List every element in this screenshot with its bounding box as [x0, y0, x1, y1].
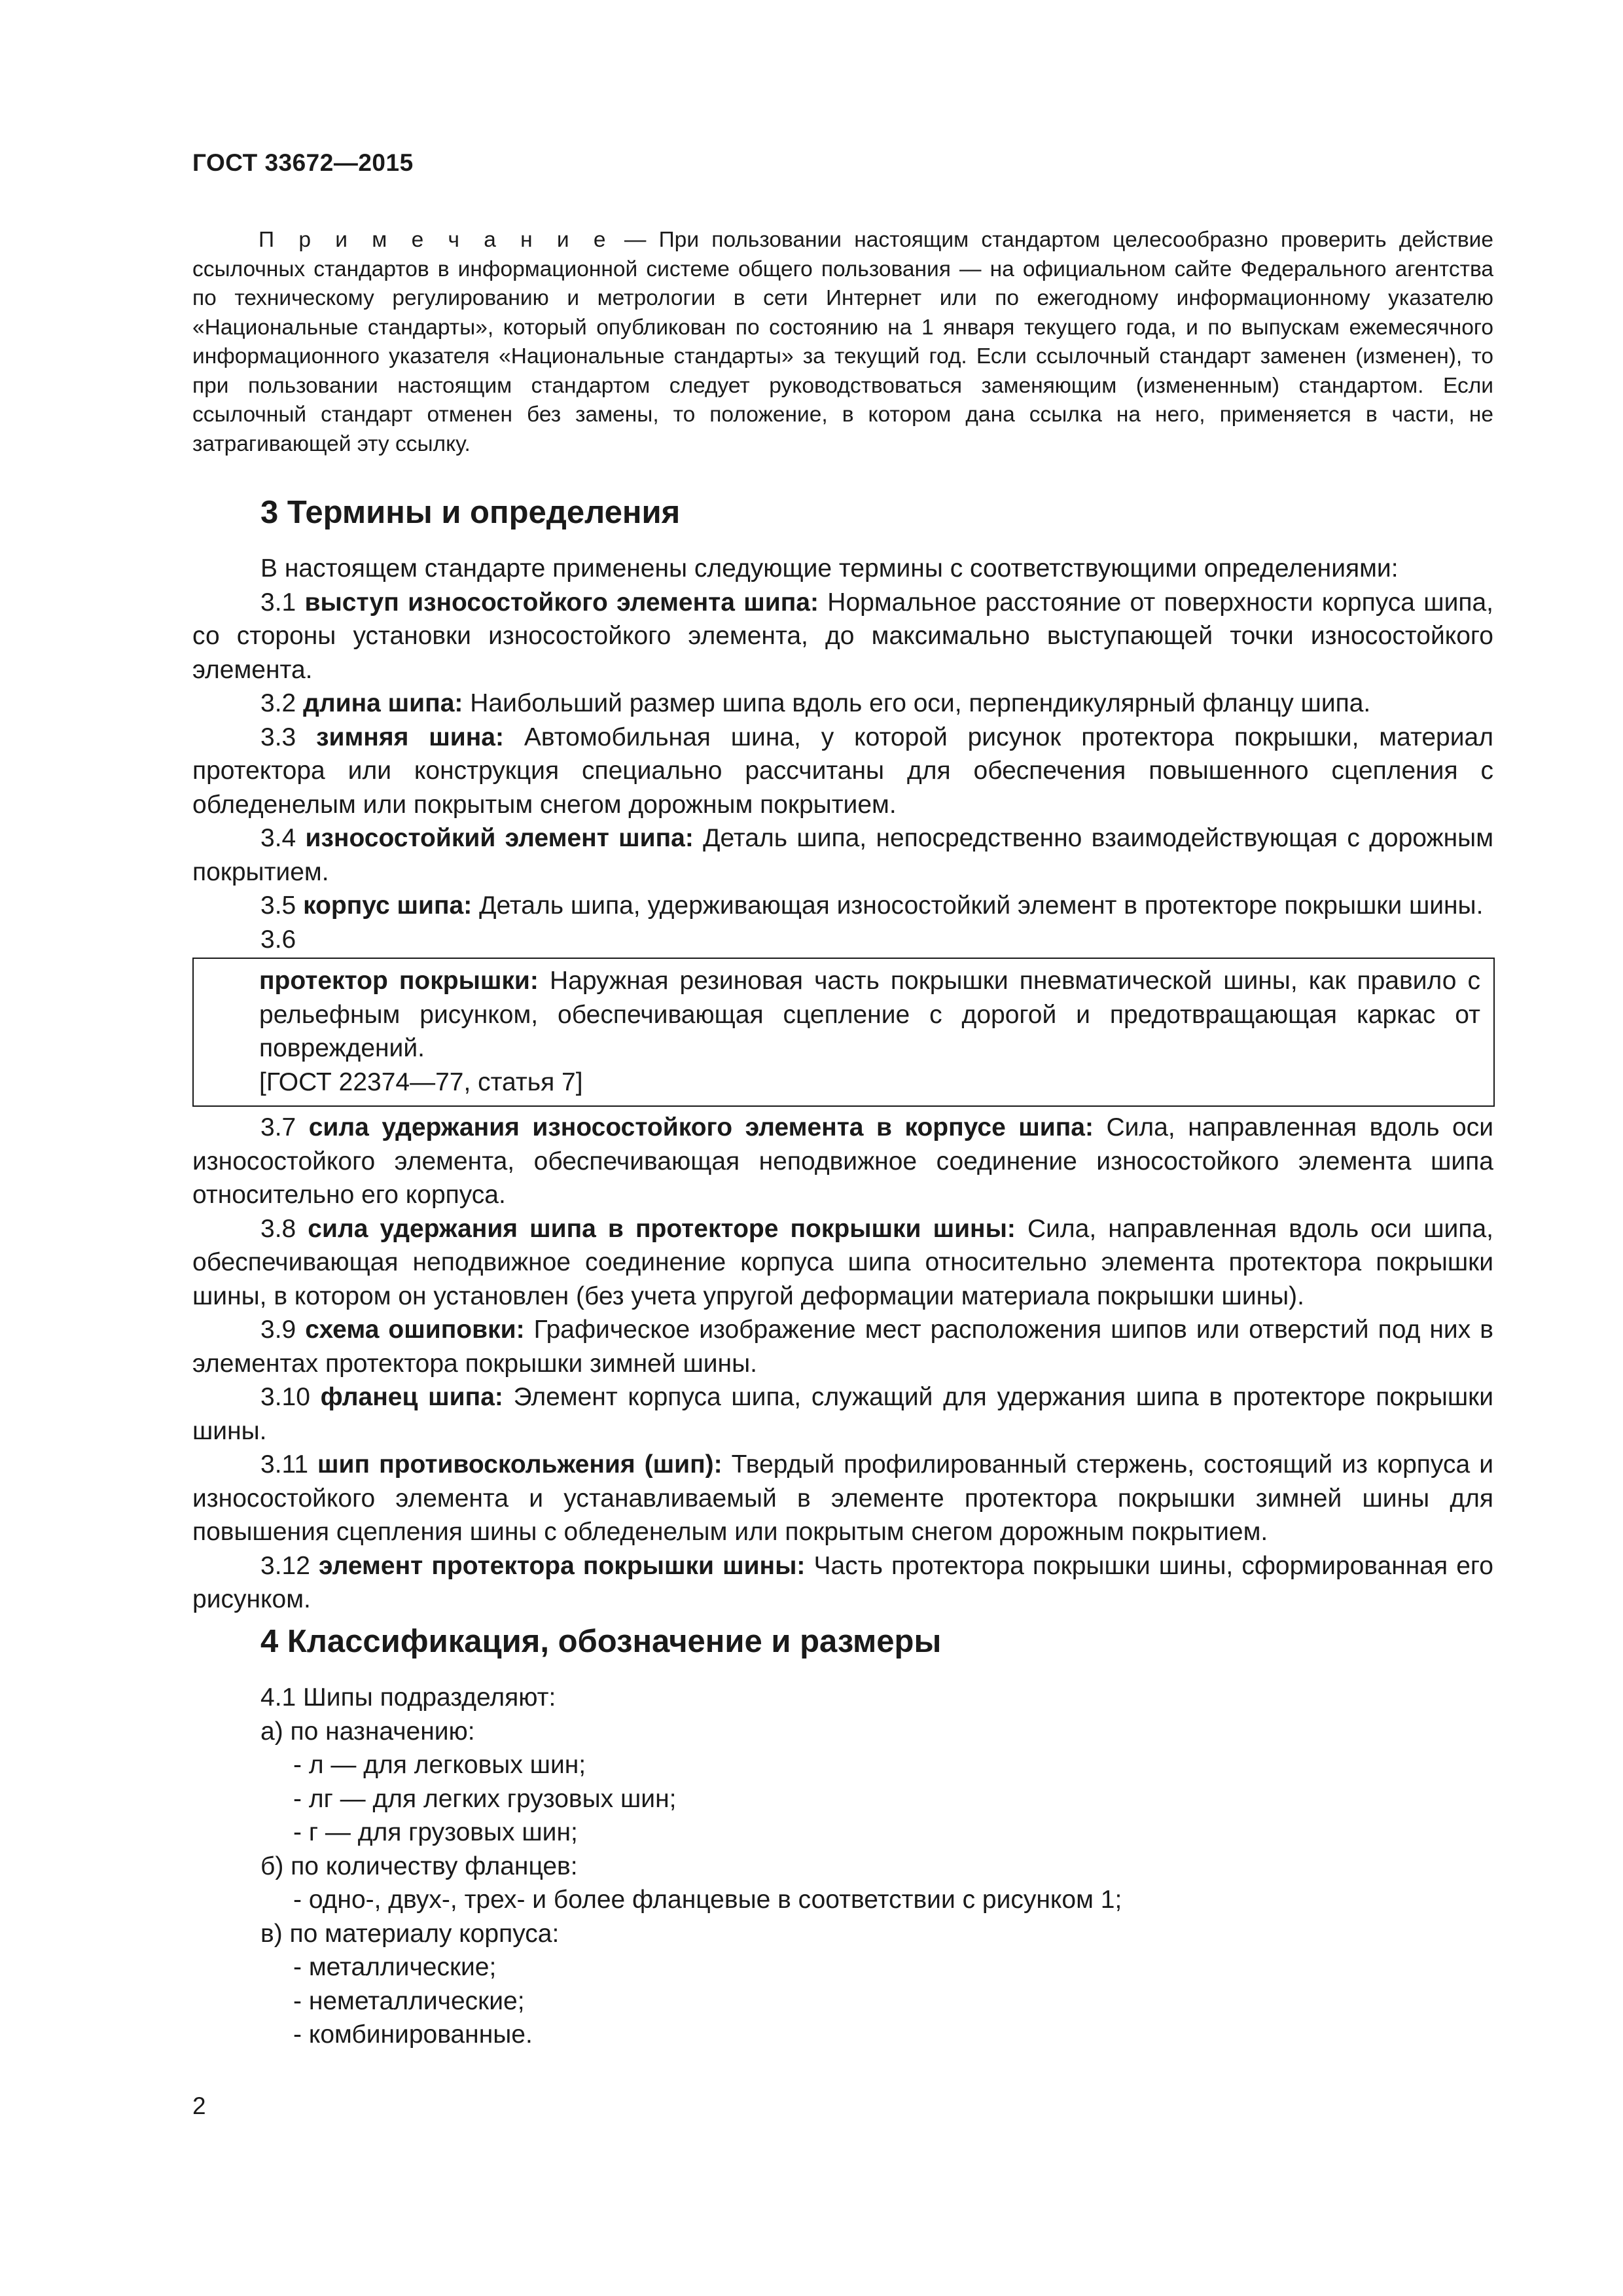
term-3-3: 3.3 зимняя шина: Автомобильная шина, у которой рисунок протектора покрышки, материал протектора или конструкция специально рассчитаны для обеспечения повышенного сцепления с обледенелым или покрытым снегом дорожным покрытием.	[192, 723, 1493, 819]
term-3-4: 3.4 износостойкий элемент шипа: Деталь шипа, непосредственно взаимодействующая с дорожным покрытием.	[192, 824, 1494, 886]
term-3-6: протектор покрышки: Наружная резиновая часть покрышки пневматической шины, как правило с рельефным рисунком, обеспечивающая сцепление с дорогой и предотвращающая каркас от повреждений.	[259, 967, 1480, 1062]
term-name: корпус шипа:	[303, 891, 473, 920]
list-item: - одно-, двух-, трех- и более фланцевые в соответствии с рисунком 1;	[293, 1886, 1122, 1914]
term-name: фланец шипа:	[320, 1383, 503, 1411]
term-name: зимняя шина:	[316, 723, 504, 751]
list-item: - л — для легковых шин;	[293, 1751, 586, 1779]
list-item: б) по количеству фланцев:	[260, 1852, 578, 1880]
term-3-2: 3.2 длина шипа: Наибольший размер шипа вдоль его оси, перпендикулярный фланцу шипа.	[260, 689, 1371, 717]
term-name: сила удержания износостойкого элемента в корпусе шипа:	[308, 1113, 1094, 1141]
note-label: П р и м е ч а н и е	[259, 228, 612, 252]
section-3-intro: В настоящем стандарте применены следующие термины с соответствующими определениями:	[260, 554, 1399, 583]
term-name: элемент протектора покрышки шины:	[319, 1551, 806, 1580]
term-3-1: 3.1 выступ износостойкого элемента шипа: Нормальное расстояние от поверхности корпуса шипа, со стороны установки износостойкого элемента, до максимально выступающей точки износостойкого элемента.	[192, 588, 1493, 684]
term-name: сила удержания шипа в протекторе покрышки шины:	[308, 1214, 1016, 1243]
term-name: выступ износостойкого элемента шипа:	[304, 588, 819, 617]
list-item: в) по материалу корпуса:	[260, 1919, 560, 1948]
term-3-9: 3.9 схема ошиповки: Графическое изображение мест расположения шипов или отверстий под них в элементах протектора покрышки зимней шины.	[192, 1316, 1493, 1378]
section-3-body	[192, 552, 1493, 1617]
term-3-5: 3.5 корпус шипа: Деталь шипа, удерживающая износостойкий элемент в протекторе покрышки шины.	[260, 891, 1484, 920]
term-3-6-number: 3.6	[260, 925, 296, 954]
term-3-7: 3.7 сила удержания износостойкого элемента в корпусе шипа: Сила, направленная вдоль оси износостойкого элемента, обеспечивающая неподвижное соединение износостойкого элемента шипа относительно его корпуса.	[192, 1113, 1493, 1209]
list-item: - лг — для легких грузовых шин;	[293, 1784, 677, 1813]
list-item: а) по назначению:	[260, 1717, 475, 1746]
section-4-title: 4 Классификация, обозначение и размеры	[260, 1624, 942, 1659]
term-name: схема ошиповки:	[305, 1316, 525, 1344]
note-text: — При пользовании настоящим стандартом целесообразно проверить действие ссылочных стандартов в информационной системе общего пользования — на официальном сайте Федерального агентства по техническому регулированию и метрологии в сети Интернет или по ежегодному информационному указателю «Национальные стандарты», который опубликован по состоянию на 1 января текущего года, и по выпускам ежемесячного информационного указателя «Национальные стандарты» за текущий год. Если ссылочный стандарт заменен (изменен), то при пользовании настоящим стандартом следует руководствоваться заменяющим (измененным) стандартом. Если ссылочный стандарт отменен без замены, то положение, в котором дана ссылка на него, применяется в части, не затрагивающей эту ссылку.	[192, 228, 1494, 456]
page-number: 2	[192, 2092, 206, 2119]
list-item: 4.1 Шипы подразделяют:	[260, 1683, 556, 1712]
note-paragraph	[192, 226, 1493, 459]
term-3-8: 3.8 сила удержания шипа в протекторе покрышки шины: Сила, направленная вдоль оси шипа, обеспечивающая неподвижное соединение корпуса шипа относительно элемента протектора покрышки шины, в котором он установлен (без учета упругой деформации материала покрышки шины).	[192, 1214, 1493, 1310]
term-name: протектор покрышки:	[259, 967, 539, 995]
list-item: - металлические;	[293, 1953, 497, 1981]
section-3-title: 3 Термины и определения	[260, 495, 681, 530]
list-item: - г — для грузовых шин;	[293, 1818, 578, 1846]
classification-list	[260, 1681, 1491, 2052]
document-code: ГОСТ 33672—2015	[192, 149, 414, 176]
list-item: - неметаллические;	[293, 1986, 525, 2015]
list-item: - комбинированные.	[293, 2020, 533, 2049]
term-name: шип противоскольжения (шип):	[317, 1450, 722, 1479]
term-3-11: 3.11 шип противоскольжения (шип): Твердый профилированный стержень, состоящий из корпуса и износостойкого элемента и устанавливаемый в элементе протектора покрышки зимней шины для повышения сцепления шины с обледенелым или покрытым снегом дорожным покрытием.	[192, 1450, 1493, 1546]
term-name: износостойкий элемент шипа:	[305, 824, 694, 852]
quoted-term-box	[192, 958, 1495, 1107]
term-3-10: 3.10 фланец шипа: Элемент корпуса шипа, служащий для удержания шипа в протекторе покрышки шины.	[192, 1383, 1494, 1445]
term-name: длина шипа:	[303, 689, 463, 717]
term-source-reference: [ГОСТ 22374—77, статья 7]	[259, 1067, 583, 1096]
term-3-12: 3.12 элемент протектора покрышки шины: Часть протектора покрышки шины, сформированная его рисунком.	[192, 1551, 1493, 1613]
